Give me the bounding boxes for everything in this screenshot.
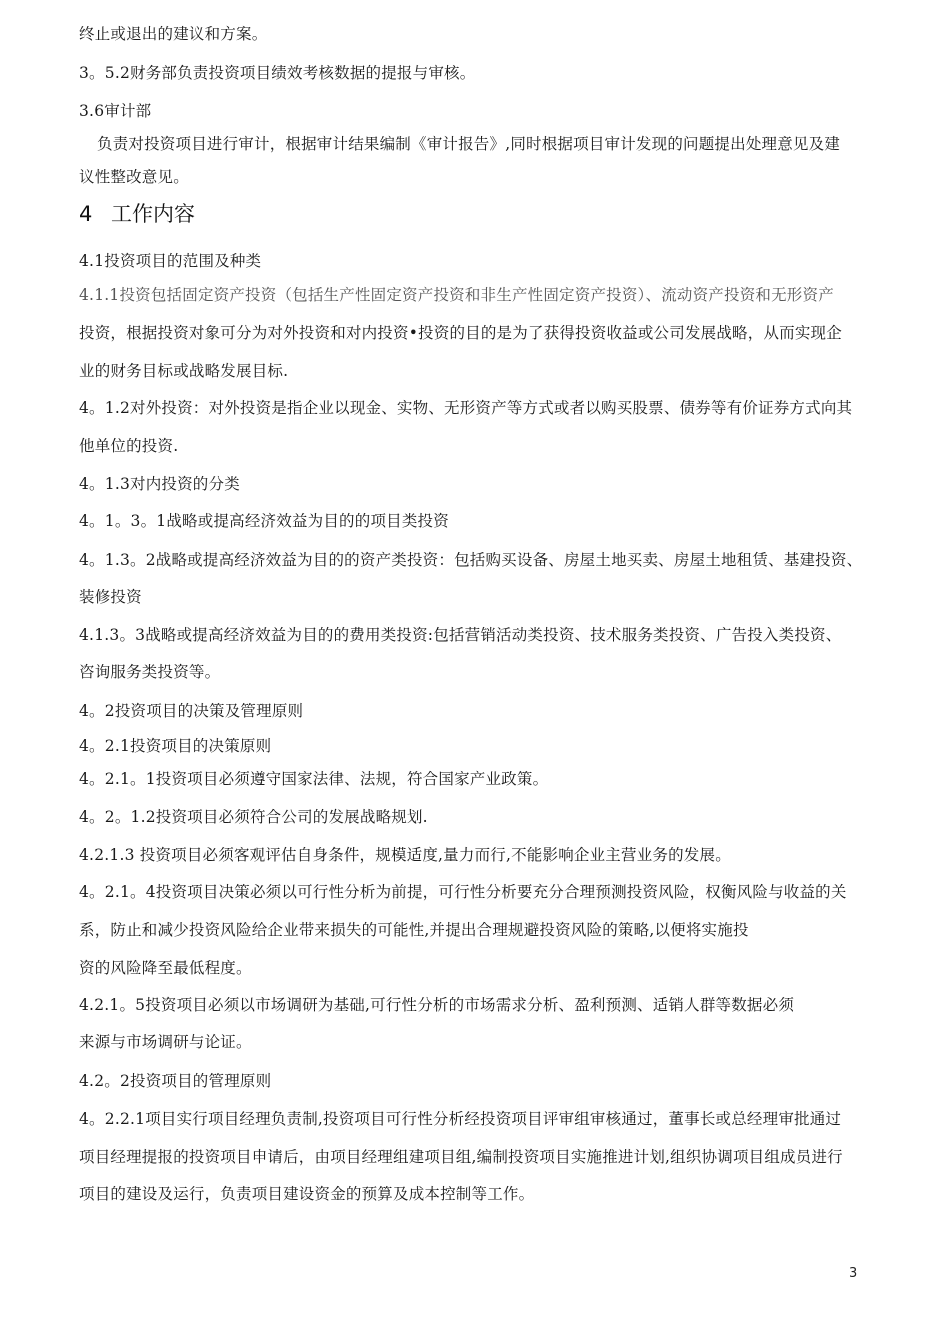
section-heading: [79, 200, 195, 228]
section-title: 工作内容: [111, 202, 195, 226]
text-line: 投资，根据投资对象可分为对外投资和对内投资•投资的目的是为了获得投资收益或公司发展战略，从而实现企: [79, 324, 842, 342]
text-line: 项目经理提报的投资项目申请后，由项目经理组建项目组,编制投资项目实施推进计划,组织协调项目组成员进行: [79, 1148, 843, 1166]
text-line: 4。2.1。1投资项目必须遵守国家法律、法规，符合国家产业政策。: [79, 770, 549, 788]
text-line: 他单位的投资.: [79, 437, 179, 455]
subsection-heading: 4。2.1投资项目的决策原则: [79, 737, 272, 755]
text-line: 4。2.2.1项目实行项目经理负责制,投资项目可行性分析经投资项目评审组审核通过，董事长或总经理审批通过: [79, 1110, 842, 1128]
text-line: 项目的建设及运行，负责项目建设资金的预算及成本控制等工作。: [79, 1185, 535, 1203]
text-line: 3。5.2财务部负责投资项目绩效考核数据的提报与审核。: [79, 64, 476, 82]
text-line: 议性整改意见。: [79, 168, 189, 186]
text-line: 4.1.1投资包括固定资产投资（包括生产性固定资产投资和非生产性固定资产投资）、流动资产投资和无形资产: [79, 286, 834, 304]
text-line: 系，防止和减少投资风险给企业带来损失的可能性,并提出合理规避投资风险的策略,以便将实施投: [79, 921, 749, 939]
text-line: 4.2.1.3 投资项目必须客观评估自身条件，规模适度,量力而行,不能影响企业主营业务的发展。: [79, 846, 731, 864]
section-number: 4: [79, 202, 93, 226]
text-line: 资的风险降至最低程度。: [79, 959, 252, 977]
text-line: 4。1.2对外投资：对外投资是指企业以现金、实物、无形资产等方式或者以购买股票、债券等有价证券方式向其: [79, 399, 853, 417]
page-number: 3: [849, 1266, 858, 1281]
text-line: 4。1。3。1战略或提高经济效益为目的的项目类投资: [79, 512, 449, 530]
text-line: 4。2。1.2投资项目必须符合公司的发展战略规划.: [79, 808, 428, 826]
text-line: 4.2.1。5投资项目必须以市场调研为基础,可行性分析的市场需求分析、盈利预测、适销人群等数据必须: [79, 996, 795, 1014]
text-line: 来源与市场调研与论证。: [79, 1033, 252, 1051]
subsection-heading: 4.2。2投资项目的管理原则: [79, 1072, 272, 1090]
text-line: 咨询服务类投资等。: [79, 663, 221, 681]
text-line: 4。2.1。4投资项目决策必须以可行性分析为前提，可行性分析要充分合理预测投资风险，权衡风险与收益的关: [79, 883, 847, 901]
text-line: 业的财务目标或战略发展目标.: [79, 362, 289, 380]
text-line: 负责对投资项目进行审计，根据审计结果编制《审计报告》,同时根据项目审计发现的问题提出处理意见及建: [97, 135, 841, 153]
subsection-heading: 3.6审计部: [79, 102, 152, 120]
text-line: 装修投资: [79, 588, 142, 606]
text-line: 终止或退出的建议和方案。: [79, 25, 268, 43]
text-line: 4。1.3。2战略或提高经济效益为目的的资产类投资：包括购买设备、房屋土地买卖、房屋土地租赁、基建投资、: [79, 551, 863, 569]
text-line: 4.1.3。3战略或提高经济效益为目的的费用类投资:包括营销活动类投资、技术服务类投资、广告投入类投资、: [79, 626, 842, 644]
subsection-heading: 4.1投资项目的范围及种类: [79, 252, 262, 270]
subsection-heading: 4。2投资项目的决策及管理原则: [79, 702, 304, 720]
text-line: 4。1.3对内投资的分类: [79, 475, 240, 493]
